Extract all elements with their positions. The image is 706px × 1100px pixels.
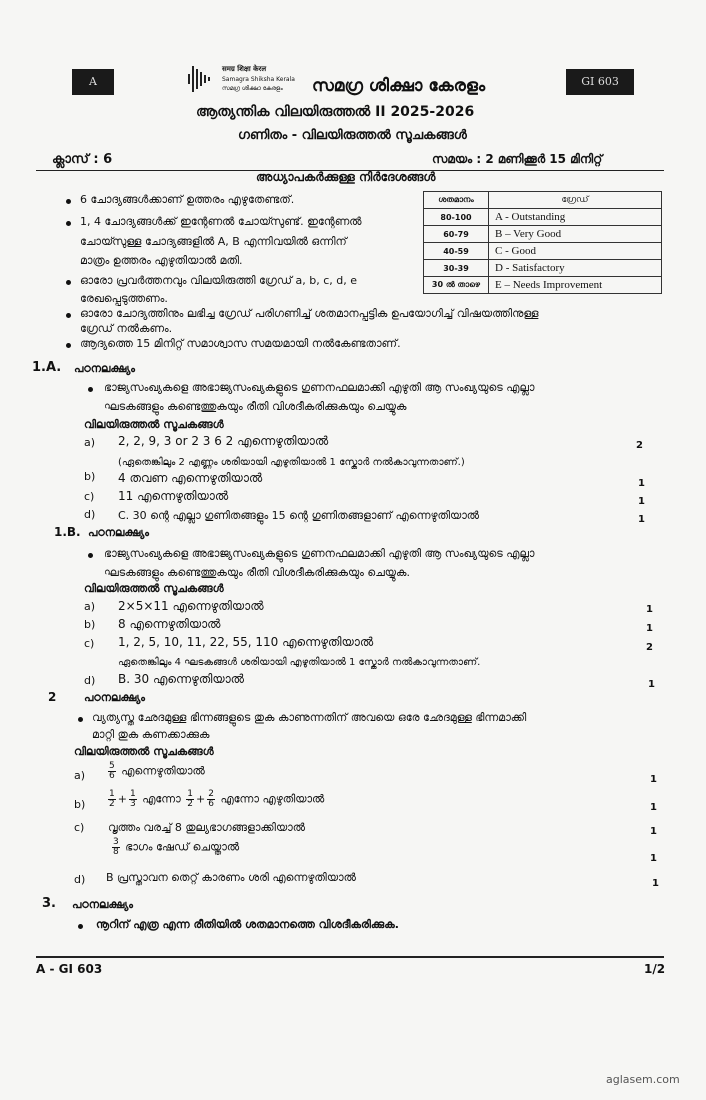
q1a-item-d-label: d) xyxy=(84,508,96,521)
q1b-item-b-label: b) xyxy=(84,618,96,631)
q2-b-f4-num: 2 xyxy=(208,789,214,799)
bullet xyxy=(88,387,93,392)
grade-range: 80-100 xyxy=(424,209,489,226)
q1b-item-a-text: 2×5×11 എന്നെഴുതിയാൽ xyxy=(118,599,264,613)
q2-c-score: 1 xyxy=(650,826,657,837)
grade-row xyxy=(424,243,662,260)
q2-c2-answer xyxy=(110,838,239,857)
q1b-objective-1: ഭാജ്യസംഖ്യകളെ അഭാജ്യസംഖ്യകളുടെ ഗുണനഫലമാക്കി എഴുതി ആ സംഖ്യയുടെ എല്ലാ xyxy=(104,547,535,560)
instruction-3b: രേഖപ്പെടുത്തണം. xyxy=(80,292,168,305)
exam-title: ആത്യന്തിക വിലയിരുത്തൽ II 2025-2026 xyxy=(196,104,475,120)
q1b-item-c-label: c) xyxy=(84,637,95,650)
q2-objective-1: വ്യത്യസ്ത ഛേദമുള്ള ഭിന്നങ്ങളുടെ തുക കാണുന്നതിന് അവയെ ഒരേ ഛേദമുള്ള ഭിന്നമാക്കി xyxy=(92,711,527,724)
grade-row xyxy=(424,209,662,226)
grade-table xyxy=(423,191,662,294)
q1a-item-b-score: 1 xyxy=(638,478,645,489)
grade-range: 30 ൽ താഴെ xyxy=(424,277,489,294)
q1a-item-b-label: b) xyxy=(84,470,96,483)
grade-row xyxy=(424,226,662,243)
bullet xyxy=(88,553,93,558)
class-label: ക്ലാസ് : 6 xyxy=(52,152,113,167)
bullet xyxy=(66,313,71,318)
footer-code: A - GI 603 xyxy=(36,962,103,976)
q2-d-label: d) xyxy=(74,873,86,886)
q1b-item-c-text: 1, 2, 5, 10, 11, 22, 55, 110 എന്നെഴുതിയാൽ xyxy=(118,635,374,649)
set-tag: A xyxy=(72,69,114,95)
q2-b-f4-den: 6 xyxy=(208,799,214,809)
q2-a-text: എന്നെഴുതിയാൽ xyxy=(121,764,205,778)
q2-d-score: 1 xyxy=(652,878,659,889)
q1a-item-b-text: 4 തവണ എന്നെഴുതിയാൽ xyxy=(118,471,263,485)
instruction-3a: ഓരോ പ്രവർത്തനവും വിലയിരുത്തി ഗ്രേഡ് a, b, c, d, e xyxy=(80,274,358,287)
q1a-item-a-note: (ഏതെങ്കിലും 2 എണ്ണം ശരിയായി എഴുതിയാൽ 1 സ്കോർ നൽകാവുന്നതാണ്.) xyxy=(118,457,465,468)
org-name: സമഗ്ര ശിക്ഷാ കേരളം xyxy=(312,76,486,96)
q1a-item-c-label: c) xyxy=(84,490,95,503)
grade-value: B – Very Good xyxy=(489,226,662,243)
q2-a-denominator: 6 xyxy=(109,771,115,781)
q1a-item-d-score: 1 xyxy=(638,514,645,525)
q1a-objective-1: ഭാജ്യസംഖ്യകളെ അഭാജ്യസംഖ്യകളുടെ ഗുണനഫലമാക്കി എഴുതി ആ സംഖ്യയുടെ എല്ലാ xyxy=(104,381,535,394)
logo-text-1: समग्र शिक्षा केरल xyxy=(222,65,267,73)
q1a-item-c-score: 1 xyxy=(638,496,645,507)
q1a-item-d-text: C. 30 ന്റെ എല്ലാ ഗുണിതങ്ങളും 15 ന്റെ ഗുണിതങ്ങളാണ് എന്നെഴുതിയാൽ xyxy=(118,509,480,522)
q2-a-numerator: 5 xyxy=(109,761,115,771)
grade-value: D - Satisfactory xyxy=(489,260,662,277)
grade-value: A - Outstanding xyxy=(489,209,662,226)
grade-range: 60-79 xyxy=(424,226,489,243)
q1b-objective-2: ഘടകങ്ങളും കണ്ടെത്തുകയും രീതി വിശദീകരിക്കുകയും ചെയ്യുക. xyxy=(104,566,410,579)
grade-range: 40-59 xyxy=(424,243,489,260)
q1b-item-d-text: B. 30 എന്നെഴുതിയാൽ xyxy=(118,672,245,686)
q2-b-f1-num: 1 xyxy=(109,789,115,799)
logo-text-3: സമഗ്ര ശിക്ഷാ കേരളം xyxy=(222,85,283,92)
q2-b-f3-den: 2 xyxy=(187,799,193,809)
grade-row xyxy=(424,277,662,294)
q3-objective-label: പഠനലക്ഷ്യം xyxy=(72,898,133,911)
q2-c-text: വൃത്തം വരച്ച് 8 തുല്യഭാഗങ്ങളാക്കിയാൽ xyxy=(108,821,306,834)
q3-objective-1: നൂറിന് എത്ര എന്ന രീതിയിൽ ശതമാനത്തെ വിശദീകരിക്കുക. xyxy=(96,918,399,931)
bullet xyxy=(66,221,71,226)
code-tag: GI 603 xyxy=(566,69,634,95)
q3-number: 3. xyxy=(42,896,56,911)
grade-header-percent: ശതമാനം xyxy=(424,192,489,209)
instruction-1: 6 ചോദ്യങ്ങൾക്കാണ് ഉത്തരം എഴുതേണ്ടത്. xyxy=(80,193,295,206)
q1b-indicators-label: വിലയിരുത്തൽ സൂചകങ്ങൾ xyxy=(84,582,224,595)
q2-b-f2-den: 3 xyxy=(129,799,136,809)
q2-a-score: 1 xyxy=(650,774,657,785)
q2-objective-2: മാറ്റി തുക കണക്കാക്കുക xyxy=(92,728,210,741)
q1b-item-a-label: a) xyxy=(84,600,96,613)
q1a-objective-label: പഠനലക്ഷ്യം xyxy=(74,362,135,375)
q2-number: 2 xyxy=(48,690,57,704)
q2-b-label: b) xyxy=(74,798,86,811)
q1b-item-c-note: ഏതെങ്കിലും 4 ഘടകങ്ങൾ ശരിയായി എഴുതിയാൽ 1 സ്കോർ നൽകാവുന്നതാണ്. xyxy=(118,657,481,668)
instruction-4a: ഓരോ ചോദ്യത്തിനും ലഭിച്ച ഗ്രേഡ് പരിഗണിച്ച് ശതമാനപ്പട്ടിക ഉപയോഗിച്ച് വിഷയത്തിനുള്ള xyxy=(80,307,539,320)
q2-objective-label: പഠനലക്ഷ്യം xyxy=(84,691,145,704)
grade-range: 30-39 xyxy=(424,260,489,277)
q2-b-score: 1 xyxy=(650,802,657,813)
instruction-5: ആദ്യത്തെ 15 മിനിറ്റ് സമാശ്വാസ സമയമായി നൽകേണ്ടതാണ്. xyxy=(80,337,401,350)
q2-b-mid: എന്നോ xyxy=(142,792,181,806)
q2-d-text: B പ്രസ്താവന തെറ്റ് കാരണം ശരി എന്നെഴുതിയാൽ xyxy=(106,871,356,884)
time-label: സമയം : 2 മണിക്കൂർ 15 മിനിറ്റ് xyxy=(432,152,603,166)
q1b-number: 1.B. xyxy=(54,525,81,539)
instructions-title: അധ്യാപകർക്കുള്ള നിർദേശങ്ങൾ xyxy=(256,170,436,184)
q1b-item-d-label: d) xyxy=(84,674,96,687)
q2-c2-text: ഭാഗം ഷേഡ് ചെയ്താൽ xyxy=(125,840,240,854)
subject-line: ഗണിതം - വിലയിരുത്തൽ സൂചകങ്ങൾ xyxy=(238,128,467,143)
grade-table-header xyxy=(424,192,662,209)
q1a-number: 1.A. xyxy=(32,360,62,375)
bullet xyxy=(66,199,71,204)
q1b-item-c-score: 2 xyxy=(646,642,653,653)
footer-page: 1/2 xyxy=(644,962,666,976)
watermark: aglasem.com xyxy=(606,1073,680,1086)
q2-c-label: c) xyxy=(74,821,85,834)
bullet xyxy=(78,717,83,722)
q2-a-answer xyxy=(106,762,205,781)
grade-value: C - Good xyxy=(489,243,662,260)
q1a-objective-2: ഘടകങ്ങളും കണ്ടെത്തുകയും രീതി വിശദീകരിക്കുകയും ചെയ്യുക xyxy=(104,400,407,413)
instruction-2a: 1, 4 ചോദ്യങ്ങൾക്ക് ഇന്റേണൽ ചോയ്സുണ്ട്. ഇന്റേണൽ xyxy=(80,215,362,228)
q2-c2-numerator: 3 xyxy=(113,837,119,847)
q2-c2-score: 1 xyxy=(650,853,657,864)
instruction-4b: ഗ്രേഡ് നൽകണം. xyxy=(80,322,173,335)
logo-icon xyxy=(186,64,216,98)
q2-b-answer: $\frac{1}{2}$ + $\frac{1}{3}$ എന്നോ $\frac{1}{2}$ + $\frac{2}{6}$ എന്നോ എഴുതിയാൽ xyxy=(109,789,325,809)
q2-b-f2-num: 1 xyxy=(129,789,136,799)
grade-value: E – Needs Improvement xyxy=(489,277,662,294)
q1a-item-a-label: a) xyxy=(84,436,96,449)
q2-b-text: എന്നോ എഴുതിയാൽ xyxy=(220,792,325,806)
q2-b-f1-den: 2 xyxy=(109,799,115,809)
q1a-indicators-label: വിലയിരുത്തൽ സൂചകങ്ങൾ xyxy=(84,418,224,431)
q2-c2-denominator: 8 xyxy=(113,847,119,857)
footer-divider xyxy=(36,956,664,958)
q1b-item-b-score: 1 xyxy=(646,623,653,634)
q1a-item-a-text: 2, 2, 9, 3 or 2 3 6 2 എന്നെഴുതിയാൽ xyxy=(118,434,329,448)
instruction-2b: ചോയ്സുള്ള ചോദ്യങ്ങളിൽ A, B എന്നിവയിൽ ഒന്നിന് xyxy=(80,235,347,248)
logo-text-2: Samagra Shiksha Kerala xyxy=(222,76,295,83)
q1a-item-a-score: 2 xyxy=(636,440,643,451)
q1a-item-c-text: 11 എന്നെഴുതിയാൽ xyxy=(118,489,229,503)
bullet xyxy=(66,343,71,348)
instruction-2c: മാത്രം ഉത്തരം എഴുതിയാൽ മതി. xyxy=(80,254,243,267)
bullet xyxy=(66,280,71,285)
q2-a-label: a) xyxy=(74,769,86,782)
bullet xyxy=(78,924,83,929)
q1b-item-a-score: 1 xyxy=(646,604,653,615)
grade-row xyxy=(424,260,662,277)
q1b-objective-label: പഠനലക്ഷ്യം xyxy=(88,526,149,539)
q2-indicators-label: വിലയിരുത്തൽ സൂചകങ്ങൾ xyxy=(74,745,214,758)
q1b-item-b-text: 8 എന്നെഴുതിയാൽ xyxy=(118,617,221,631)
q1b-item-d-score: 1 xyxy=(648,679,655,690)
q2-b-f3-num: 1 xyxy=(187,789,193,799)
grade-header-grade: ഗ്രേഡ് xyxy=(489,192,662,209)
